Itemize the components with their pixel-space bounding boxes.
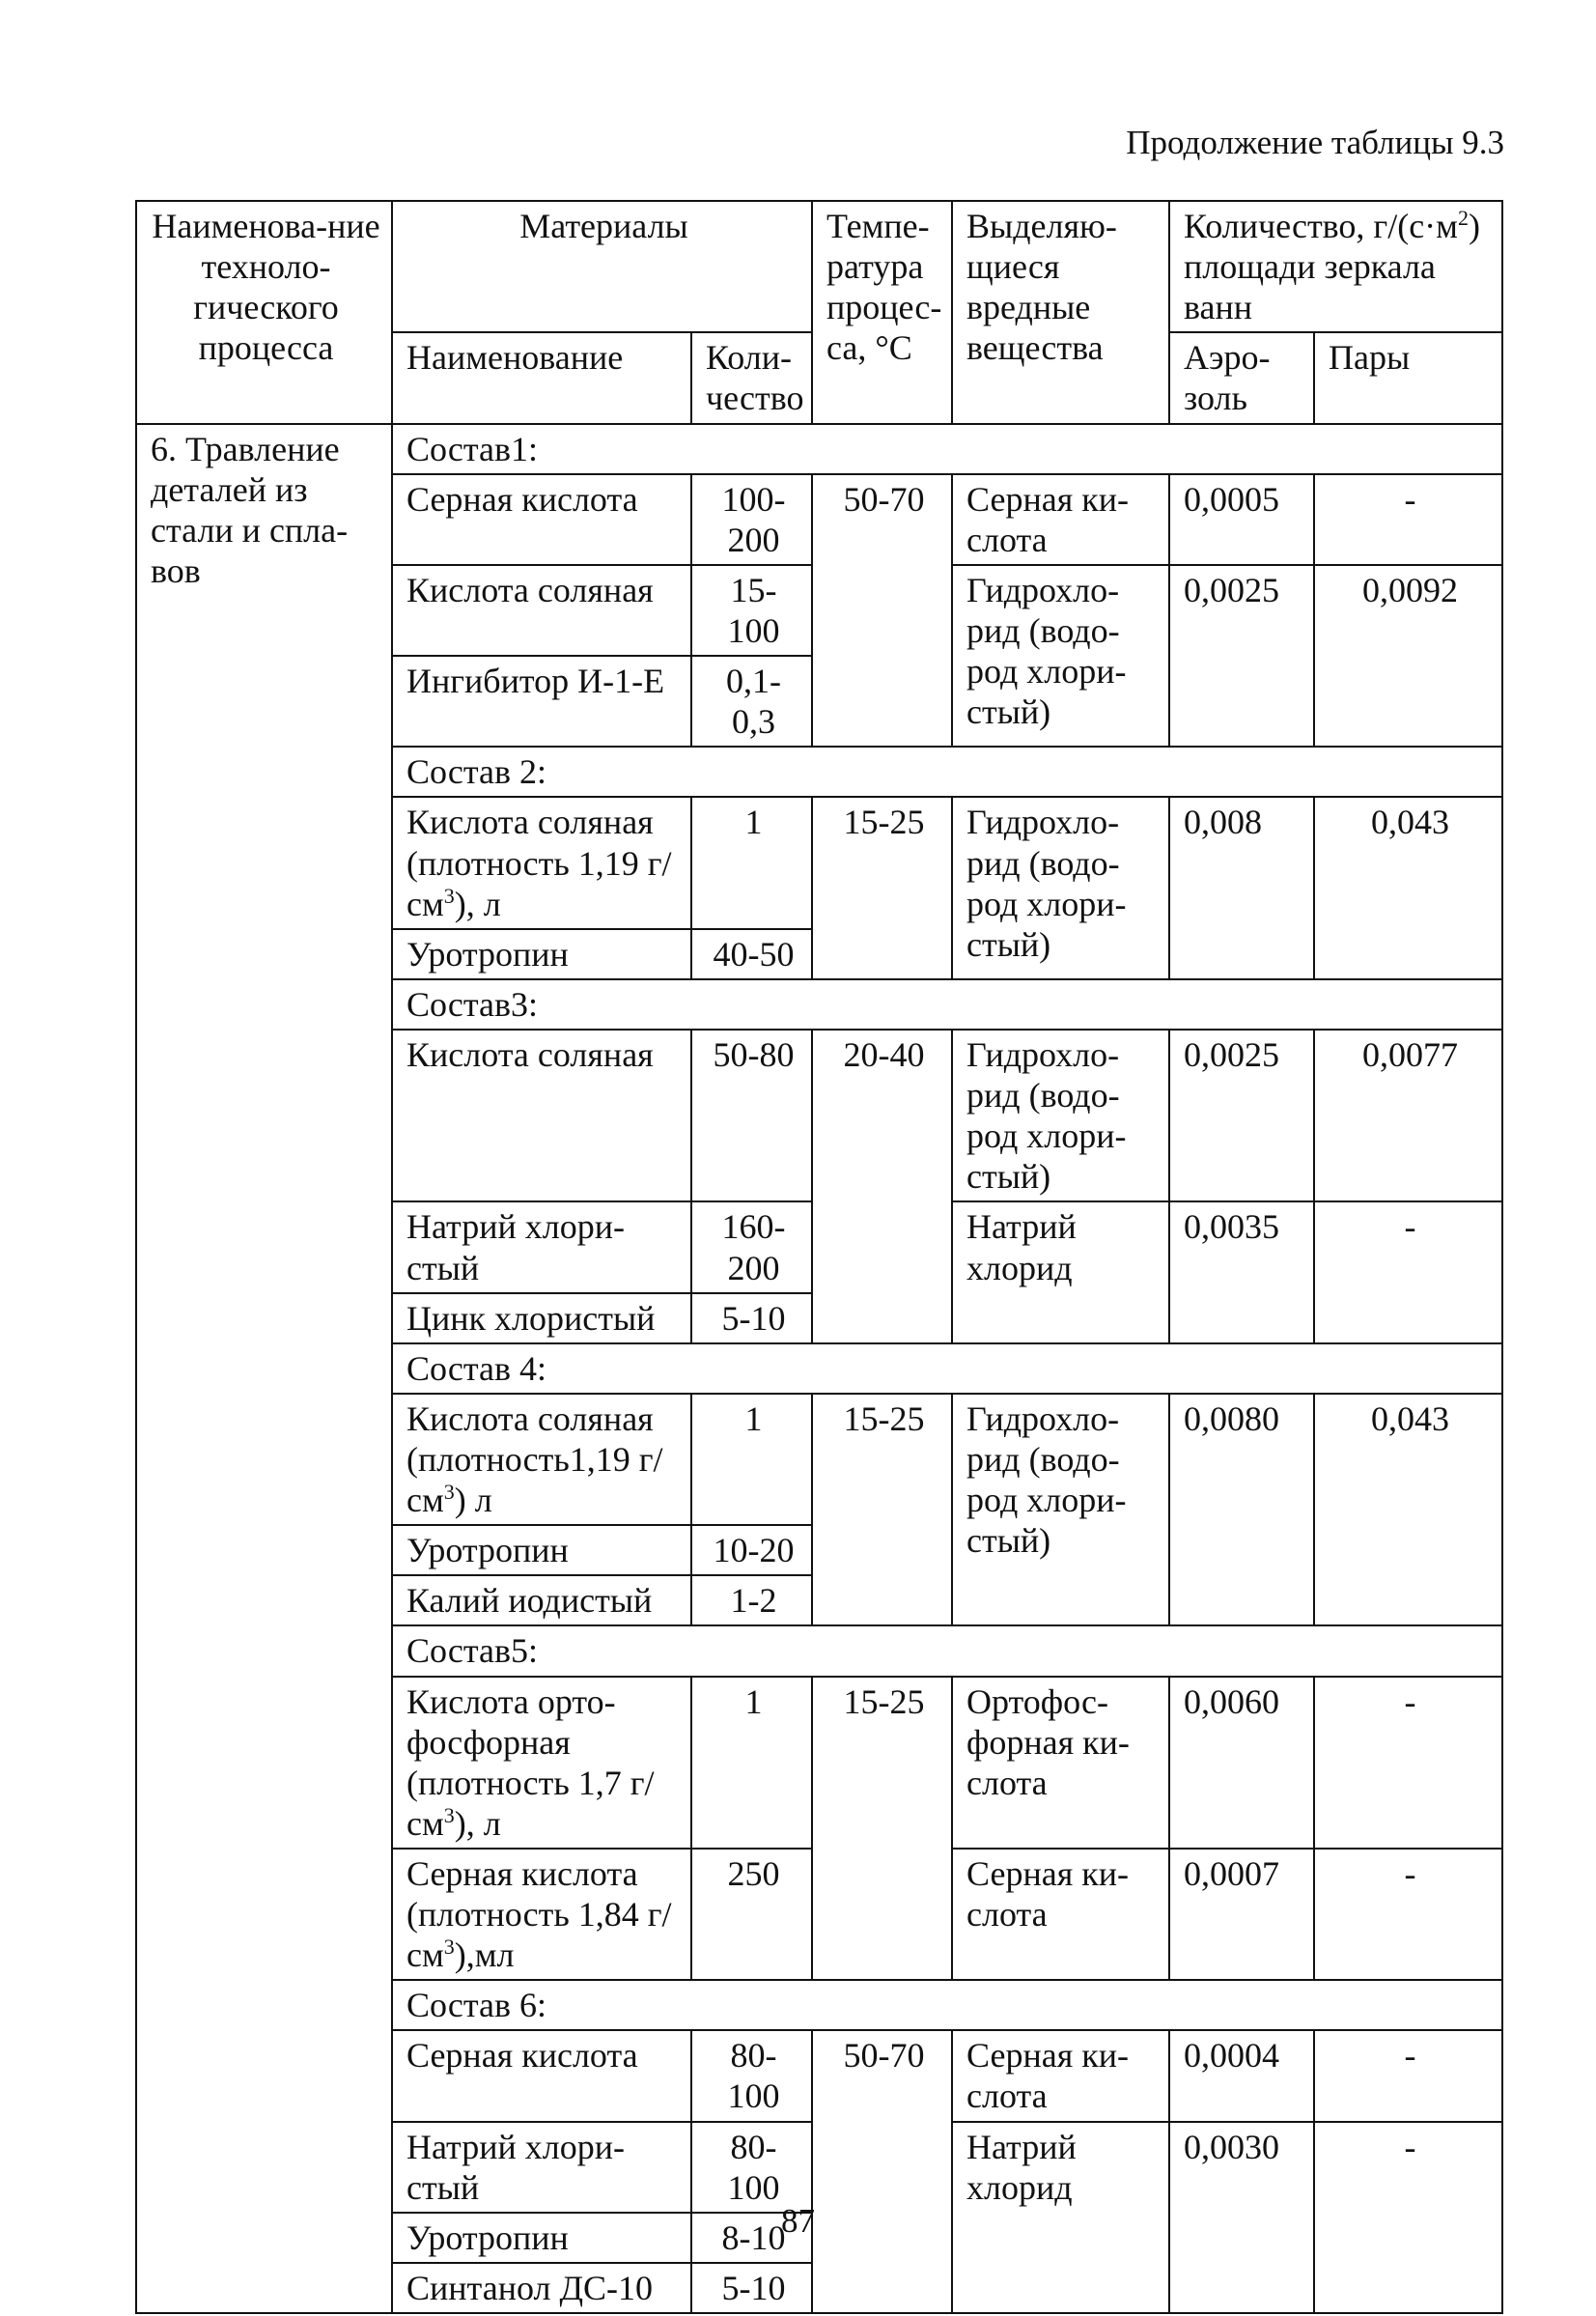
continuation-heading: Продолжение таблицы 9.3 — [1126, 124, 1504, 161]
vapors-amount: 0,0077 — [1314, 1030, 1502, 1201]
header-materials-qty: Коли-чество — [691, 332, 812, 423]
material-qty: 5-10 — [691, 1293, 812, 1343]
emitted-substance: Гидрохло-рид (водо-род хлори-стый) — [952, 565, 1169, 747]
vapors-amount: 0,043 — [1314, 797, 1502, 978]
material-name — [392, 1525, 691, 1575]
material-qty: 1 — [691, 797, 812, 928]
material-name — [392, 1030, 691, 1201]
emissions-table — [135, 200, 1503, 2314]
material-qty: 8-10 — [691, 2213, 812, 2263]
composition-title: Состав 4: — [392, 1343, 1502, 1394]
vapors-amount: 0,043 — [1314, 1394, 1502, 1626]
material-name — [392, 2030, 691, 2121]
material-name-text: Натрий хлори-стый — [406, 1207, 625, 1287]
material-name — [392, 1677, 691, 1849]
vapors-amount: - — [1314, 474, 1502, 565]
material-name — [392, 474, 691, 565]
material-name — [392, 1849, 691, 1980]
material-name-text: Ингибитор И-1-Е — [406, 662, 665, 701]
material-name — [392, 1201, 691, 1292]
emitted-substance: Серная ки-слота — [952, 2030, 1169, 2121]
material-name-text: Уротропин — [406, 1531, 569, 1570]
material-qty: 80-100 — [691, 2122, 812, 2213]
material-name-sup: 3 — [443, 1935, 455, 1960]
emitted-substance: Натрий хлорид — [952, 1201, 1169, 1342]
vapors-amount: - — [1314, 2122, 1502, 2313]
aerosol-amount: 0,0025 — [1169, 565, 1314, 747]
material-name-suffix: ),мл — [454, 1935, 515, 1975]
material-name — [392, 1575, 691, 1625]
header-materials: Материалы — [392, 201, 812, 332]
emitted-substance: Серная ки-слота — [952, 1849, 1169, 1980]
composition-title: Состав 6: — [392, 1980, 1502, 2030]
header-amount-sup: 2 — [1457, 206, 1469, 230]
process-temperature: 50-70 — [812, 2030, 952, 2313]
process-temperature: 50-70 — [812, 474, 952, 748]
material-name-text: Серная кислота — [406, 2036, 638, 2076]
composition-title: Состав5: — [392, 1625, 1502, 1676]
process-name: 6. Травление деталей из стали и спла-вов — [136, 424, 392, 2313]
process-temperature: 15-25 — [812, 797, 952, 978]
material-name-text: Калий иодистый — [406, 1581, 653, 1621]
composition-title: Состав3: — [392, 979, 1502, 1030]
material-qty: 1 — [691, 1394, 812, 1525]
emitted-substance: Ортофос-форная ки-слота — [952, 1677, 1169, 1849]
vapors-amount: 0,0092 — [1314, 565, 1502, 747]
material-name-sup: 3 — [443, 883, 455, 908]
material-name — [392, 1394, 691, 1525]
composition-title-row — [136, 424, 1502, 474]
material-name-text: Кислота соляная (плотность 1,19 г/см — [406, 803, 672, 923]
emitted-substance: Гидрохло-рид (водо-род хлори-стый) — [952, 1394, 1169, 1626]
emitted-substance: Гидрохло-рид (водо-род хлори-стый) — [952, 1030, 1169, 1201]
material-name — [392, 929, 691, 979]
composition-title: Состав 2: — [392, 747, 1502, 797]
material-qty: 40-50 — [691, 929, 812, 979]
vapors-amount: - — [1314, 1201, 1502, 1342]
material-name — [392, 2263, 691, 2313]
header-temperature: Темпе-ратура процес-са, °С — [812, 201, 952, 424]
header-row-1 — [136, 201, 1502, 332]
material-qty: 10-20 — [691, 1525, 812, 1575]
material-qty: 0,1-0,3 — [691, 656, 812, 747]
material-name-sup: 3 — [443, 1802, 455, 1827]
material-name-text: Цинк хлористый — [406, 1298, 656, 1338]
material-name-suffix: ), л — [454, 884, 501, 923]
vapors-amount: - — [1314, 2030, 1502, 2121]
vapors-amount: - — [1314, 1849, 1502, 1980]
material-name-text: Кислота соляная — [406, 1034, 654, 1074]
composition-title: Состав1: — [392, 424, 1502, 474]
header-amount-pre: Количество, г/(с·м — [1184, 207, 1458, 245]
aerosol-amount: 0,0007 — [1169, 1849, 1314, 1980]
material-name — [392, 565, 691, 656]
material-name-sup: 3 — [443, 1480, 455, 1505]
material-name-text: Серная кислота — [406, 479, 638, 519]
material-name-text: Синтанол ДС-10 — [406, 2268, 654, 2307]
material-name-text: Кислота соляная (плотность1,19 г/см — [406, 1398, 663, 1520]
aerosol-amount: 0,0060 — [1169, 1677, 1314, 1849]
table-body — [136, 424, 1502, 2313]
material-name-suffix: ) л — [454, 1481, 492, 1520]
header-amount-post: ) площади зеркала ванн — [1184, 207, 1480, 327]
aerosol-amount: 0,0025 — [1169, 1030, 1314, 1201]
material-name-text: Кислота орто-фосфорная (плотность 1,7 г/см — [406, 1681, 655, 1843]
aerosol-amount: 0,0005 — [1169, 474, 1314, 565]
vapors-amount: - — [1314, 1677, 1502, 1849]
aerosol-amount: 0,008 — [1169, 797, 1314, 978]
material-name — [392, 1293, 691, 1343]
material-name-suffix: ), л — [454, 1803, 501, 1843]
material-qty: 250 — [691, 1849, 812, 1980]
header-substances: Выделяю-щиеся вредные вещества — [952, 201, 1169, 424]
aerosol-amount: 0,0004 — [1169, 2030, 1314, 2121]
header-vapors: Пары — [1314, 332, 1502, 423]
material-name — [392, 656, 691, 747]
material-name — [392, 797, 691, 928]
material-qty: 160-200 — [691, 1201, 812, 1292]
material-qty: 15-100 — [691, 565, 812, 656]
aerosol-amount: 0,0030 — [1169, 2122, 1314, 2313]
material-name-text: Уротропин — [406, 2217, 569, 2257]
material-qty: 1 — [691, 1677, 812, 1849]
process-temperature: 15-25 — [812, 1394, 952, 1626]
aerosol-amount: 0,0080 — [1169, 1394, 1314, 1626]
header-materials-name: Наименование — [392, 332, 691, 423]
emitted-substance: Натрий хлорид — [952, 2122, 1169, 2313]
material-qty: 5-10 — [691, 2263, 812, 2313]
material-qty: 50-80 — [691, 1030, 812, 1201]
header-amount — [1169, 201, 1502, 332]
emitted-substance: Гидрохло-рид (водо-род хлори-стый) — [952, 797, 1169, 978]
header-process: Наименова-ние техноло-гического процесса — [136, 201, 392, 424]
material-name-text: Уротропин — [406, 934, 569, 974]
material-name-text: Натрий хлори-стый — [406, 2127, 625, 2207]
page-number: 87 — [781, 2202, 815, 2240]
material-qty: 1-2 — [691, 1575, 812, 1625]
material-name — [392, 2122, 691, 2213]
header-aerosol: Аэро-золь — [1169, 332, 1314, 423]
material-name-text: Кислота соляная — [406, 570, 654, 609]
material-qty: 80-100 — [691, 2030, 812, 2121]
material-qty: 100-200 — [691, 474, 812, 565]
emitted-substance: Серная ки-слота — [952, 474, 1169, 565]
process-temperature: 15-25 — [812, 1677, 952, 1981]
aerosol-amount: 0,0035 — [1169, 1201, 1314, 1342]
process-temperature: 20-40 — [812, 1030, 952, 1343]
material-name-text: Серная кислота (плотность 1,84 г/см — [406, 1853, 672, 1975]
